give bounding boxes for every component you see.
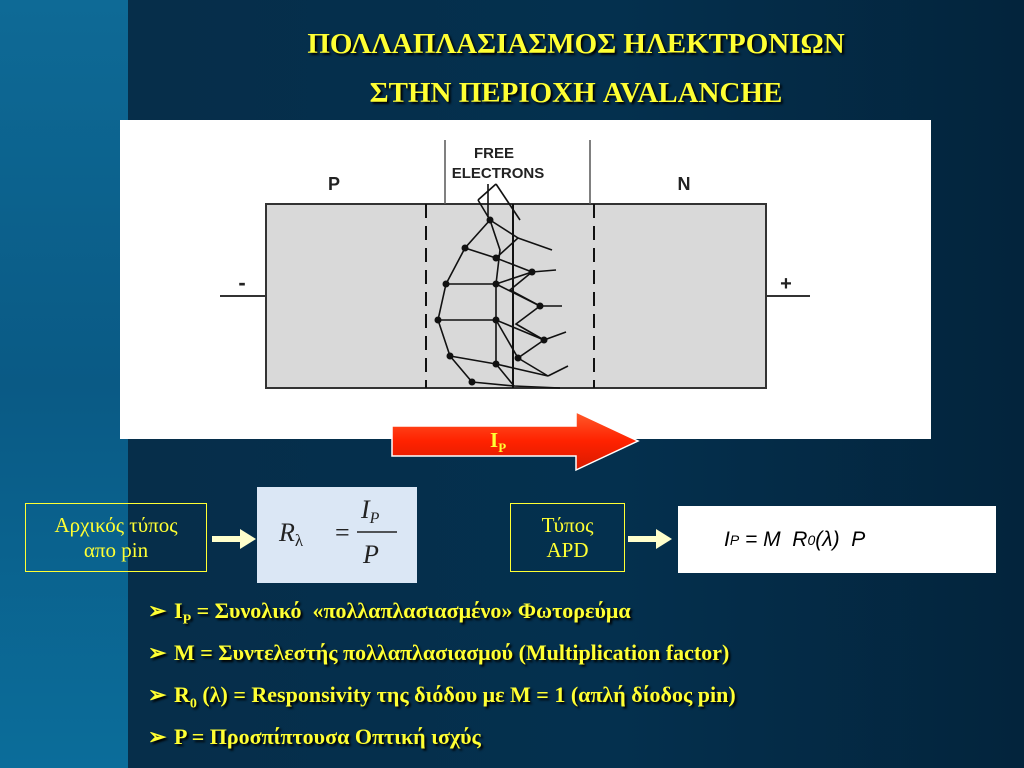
apd-end: (λ) P (815, 527, 866, 551)
pin-pointer-arrow-icon (212, 527, 256, 551)
p-region-label: P (327, 174, 341, 194)
arrow-label-sub: P (498, 440, 507, 455)
apd-mid: = M R (739, 527, 808, 551)
arrowhead-bullet-icon: ➢ (148, 640, 167, 665)
arrowhead-bullet-icon: ➢ (148, 598, 167, 623)
svg-text:IP (360, 495, 380, 527)
apd-ip-sub: P (729, 531, 740, 548)
arrowhead-bullet-icon: ➢ (148, 682, 167, 707)
pin-formula-box (25, 503, 207, 572)
photocurrent-arrow (390, 410, 640, 472)
formula-equals: = (335, 518, 350, 547)
n-region-label: N (677, 174, 691, 194)
left-accent-bar (0, 0, 128, 768)
definition-list (148, 597, 1008, 765)
minus-label: - (238, 270, 246, 295)
list-item: ➢ M = Συντελεστής πολλαπλασιασμού (Multiplication factor) (148, 640, 730, 665)
free-label-line2: ELECTRONS (451, 165, 545, 182)
apd-pointer-arrow-icon (628, 527, 672, 551)
apd-current-formula (678, 506, 996, 573)
list-item: ➢ $R_0$ (λ) = Responsivity της διόδου με M = 1 (απλή δίοδος pin) (148, 682, 736, 712)
formula-r-sub: λ (294, 531, 304, 550)
arrow-label-main: I (490, 428, 499, 452)
plus-label: + (780, 273, 792, 295)
pin-responsivity-formula (257, 487, 417, 583)
list-item: ➢ P = Προσπίπτουσα Οπτική ισχύς (148, 724, 481, 749)
formula-r: R (279, 518, 295, 547)
apd-ip: I (724, 527, 730, 551)
apd-box-line2: APD (546, 537, 589, 562)
apd-formula-box (510, 503, 625, 572)
free-label-line1: FREE (473, 145, 515, 162)
formula-p: P (363, 540, 379, 569)
pin-box-line1: Αρχικός τύπος (54, 512, 178, 537)
avalanche-diagram (120, 120, 931, 439)
pin-box-line2: απο pin (83, 537, 149, 562)
arrowhead-bullet-icon: ➢ (148, 724, 167, 749)
slide-title-line-2: ΣΤΗΝ ΠΕΡΙΟΧΗ AVALANCHE (369, 77, 783, 109)
formula-ip: I (361, 495, 370, 524)
svg-text:Rλ (278, 518, 304, 550)
avalanche-diagram-svg (120, 120, 931, 439)
formula-ip-sub: P (369, 510, 380, 527)
apd-box-line1: Τύπος (541, 512, 594, 537)
apd-r-sub: 0 (807, 531, 816, 548)
slide-title-line-1: ΠΟΛΛΑΠΛΑΣΙΑΣΜΟΣ ΗΛΕΚΤΡΟΝΙΩΝ (307, 28, 845, 60)
list-item: ➢ $I_P = \Sigma\upsilon\nu o\lambda\iota\kappa ό$ «πολλαπλασιασμένο» Φωτορεύμα (148, 598, 631, 628)
